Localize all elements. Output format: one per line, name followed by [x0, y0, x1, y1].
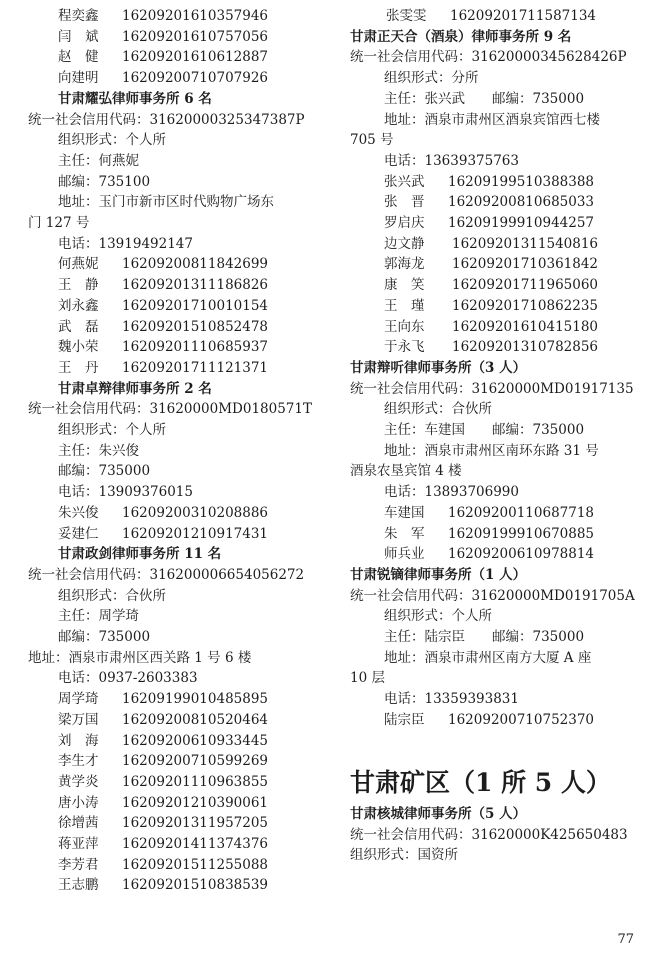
license-number: 16209201411374376 [122, 836, 269, 852]
lawyer-name: 徐增茜 [58, 815, 99, 832]
firm-detail: 组织形式：国资所 [350, 847, 458, 864]
license-number: 16209200610978814 [448, 546, 595, 563]
firm-heading: 甘肃核城律师事务所（5 人） [350, 805, 527, 822]
firm-detail: 邮编：735000 [58, 463, 151, 480]
license-number: 16209201711587134 [450, 8, 597, 24]
lawyer-entry [384, 544, 594, 564]
license-number: 16209201311186826 [122, 277, 269, 294]
firm-detail: 地址：酒泉市肃州区酒泉宾馆西七楼 [384, 111, 600, 128]
lawyer-name: 李生才 [58, 753, 99, 770]
firm-detail: 主任：周学琦 [58, 608, 139, 625]
lawyer-name: 王 丹 [58, 359, 99, 376]
lawyer-entry [386, 6, 596, 26]
firm-detail: 主任：何燕妮 [58, 152, 139, 169]
lawyer-name: 李芳君 [58, 856, 99, 873]
firm-detail: 电话：13639375763 [384, 152, 519, 169]
license-number: 16209201510838539 [122, 877, 269, 894]
lawyer-name: 车建国 [384, 504, 425, 521]
firm-detail: 组织形式：个人所 [58, 422, 166, 438]
lawyer-entry [58, 503, 268, 523]
lawyer-name: 于永飞 [384, 339, 425, 356]
license-number: 16209199910944257 [448, 215, 595, 231]
firm-heading: 甘肃辩听律师事务所（3 人） [350, 359, 527, 376]
firm-detail: 电话：13909376015 [58, 484, 193, 501]
lawyer-name: 刘永鑫 [58, 297, 99, 314]
lawyer-entry [384, 524, 594, 544]
lawyer-name: 妥建仁 [58, 525, 99, 542]
lawyer-name: 王志鹏 [58, 877, 99, 894]
lawyer-name: 蒋亚萍 [58, 836, 99, 852]
firm-detail: 地址：酒泉市肃州区南方大厦 A 座 [384, 649, 592, 666]
firm-detail: 门 127 号 [28, 215, 90, 231]
license-number: 16209200710599269 [122, 753, 269, 770]
license-number: 16209200110687718 [448, 504, 595, 521]
firm-detail: 组织形式：个人所 [58, 132, 166, 149]
lawyer-name: 向建明 [58, 70, 99, 87]
license-number: 16209201110685937 [122, 339, 269, 356]
lawyer-entry [58, 875, 268, 895]
firm-detail: 组织形式：分所 [384, 70, 479, 87]
lawyer-name: 梁万国 [58, 711, 99, 728]
lawyer-name: 师兵业 [384, 546, 425, 563]
lawyer-entry [58, 834, 268, 854]
lawyer-name: 郭海龙 [384, 256, 425, 273]
lawyer-entry [58, 793, 268, 813]
lawyer-entry [384, 503, 594, 523]
lawyer-entry [58, 524, 268, 544]
license-number: 16209200310208886 [122, 504, 269, 521]
firm-detail: 地址：酒泉市肃州区西关路 1 号 6 楼 [28, 649, 252, 666]
firm-detail: 主任：朱兴俊 [58, 442, 139, 459]
lawyer-name: 朱兴俊 [58, 504, 99, 521]
lawyer-name: 王 瑾 [384, 297, 425, 314]
license-number: 16209201210917431 [122, 525, 269, 542]
license-number: 16209200810685033 [448, 194, 595, 211]
firm-detail: 主任：陆宗臣 邮编：735000 [384, 629, 585, 645]
firm-heading: 甘肃耀弘律师事务所 6 名 [58, 90, 212, 107]
firm-detail: 电话：13919492147 [58, 235, 193, 252]
firm-heading: 甘肃卓辩律师事务所 2 名 [58, 380, 212, 397]
firm-detail: 电话：13359393831 [384, 691, 519, 708]
firm-detail: 地址：玉门市新市区时代购物广场东 [58, 194, 274, 211]
lawyer-entry [384, 710, 594, 730]
license-number: 16209200811842699 [122, 256, 269, 273]
firm-heading: 甘肃正天合（酒泉）律师事务所 9 名 [350, 28, 572, 45]
firm-detail: 电话：13893706990 [384, 484, 519, 501]
firm-detail: 组织形式：合伙所 [384, 401, 492, 418]
lawyer-name: 魏小荣 [58, 339, 99, 356]
lawyer-name: 王向东 [384, 318, 425, 335]
license-number: 16209201711121371 [122, 359, 269, 376]
lawyer-entry [58, 358, 268, 378]
lawyer-name: 武 磊 [58, 318, 99, 335]
lawyer-name: 康 笑 [384, 277, 425, 294]
license-number: 16209201511255088 [122, 856, 269, 873]
page-number: 77 [617, 932, 634, 947]
lawyer-entry [58, 855, 268, 875]
license-number: 16209201610415180 [452, 318, 599, 335]
lawyer-entry [384, 234, 598, 254]
firm-heading: 甘肃政剑律师事务所 11 名 [58, 546, 222, 563]
firm-detail: 统一社会信用代码：31620000MD0180571T [28, 401, 312, 418]
lawyer-name: 周学琦 [58, 691, 99, 708]
license-number: 16209201110963855 [122, 773, 269, 790]
lawyer-entry [384, 337, 598, 357]
license-number: 16209200810520464 [122, 711, 269, 728]
firm-detail: 统一社会信用代码：31620000MD0191705A [350, 587, 635, 604]
lawyer-entry [58, 6, 268, 26]
firm-detail: 统一社会信用代码：31620000MD01917135 [350, 380, 634, 397]
license-number: 16209201610757056 [122, 28, 269, 45]
lawyer-entry [58, 710, 268, 730]
lawyer-entry [58, 772, 268, 792]
lawyer-name: 王 静 [58, 277, 99, 294]
lawyer-name: 陆宗臣 [384, 711, 425, 728]
license-number: 16209201710862235 [452, 297, 599, 314]
license-number: 16209201710361842 [452, 256, 599, 273]
lawyer-entry [384, 317, 598, 337]
firm-detail: 统一社会信用代码：31620000345628426P [350, 49, 627, 66]
lawyer-entry [384, 192, 594, 212]
license-number: 16209201510852478 [122, 318, 269, 335]
license-number: 16209200710752370 [448, 711, 595, 728]
lawyer-entry [58, 296, 268, 316]
lawyer-entry [58, 751, 268, 771]
lawyer-entry [58, 317, 268, 337]
license-number: 16209199910670885 [448, 525, 595, 542]
firm-detail: 主任：车建国 邮编：735000 [384, 422, 585, 438]
lawyer-name: 黄学炎 [58, 773, 99, 790]
lawyer-name: 张 晋 [384, 194, 425, 211]
firm-detail: 地址：酒泉市肃州区南环东路 31 号 [384, 442, 599, 459]
license-number: 16209201311957205 [122, 815, 269, 832]
lawyer-name: 闫 斌 [58, 28, 99, 45]
license-number: 16209201710010154 [122, 297, 269, 314]
lawyer-entry [58, 254, 268, 274]
lawyer-name: 边文静 [384, 235, 425, 252]
lawyer-entry [58, 27, 268, 47]
lawyer-name: 罗启庆 [384, 215, 425, 231]
firm-detail: 酒泉农垦宾馆 4 楼 [350, 463, 462, 480]
lawyer-name: 刘 海 [58, 732, 99, 749]
lawyer-entry [384, 296, 598, 316]
lawyer-entry [384, 213, 594, 233]
license-number: 16209201610612887 [122, 49, 269, 66]
lawyer-entry [58, 689, 268, 709]
license-number: 16209201210390061 [122, 794, 269, 811]
firm-detail: 电话：0937-2603383 [58, 670, 198, 687]
lawyer-entry [58, 47, 268, 67]
region-heading: 甘肃矿区（1 所 5 人） [350, 767, 611, 797]
firm-detail: 邮编：735000 [58, 629, 151, 645]
lawyer-entry [58, 731, 268, 751]
lawyer-entry [58, 68, 268, 88]
lawyer-name: 何燕妮 [58, 256, 99, 273]
lawyer-entry [58, 813, 268, 833]
license-number: 16209201310782856 [452, 339, 599, 356]
lawyer-entry [384, 275, 598, 295]
firm-detail: 705 号 [350, 132, 394, 149]
firm-detail: 10 层 [350, 670, 385, 687]
firm-detail: 统一社会信用代码：31620000325347387P [28, 111, 305, 128]
license-number: 16209201711965060 [452, 277, 599, 294]
lawyer-entry [384, 254, 598, 274]
firm-detail: 统一社会信用代码：316200006654056272 [28, 566, 305, 583]
license-number: 16209200710707926 [122, 70, 269, 87]
license-number: 16209201610357946 [122, 8, 269, 24]
lawyer-name: 张兴武 [384, 173, 425, 190]
license-number: 16209201311540816 [452, 235, 599, 252]
lawyer-entry [58, 337, 268, 357]
firm-detail: 统一社会信用代码：31620000K425650483 [350, 826, 628, 843]
lawyer-name: 唐小涛 [58, 794, 99, 811]
lawyer-name: 朱 军 [384, 525, 425, 542]
license-number: 16209199510388388 [448, 173, 595, 190]
license-number: 16209200610933445 [122, 732, 269, 749]
lawyer-entry [384, 172, 594, 192]
lawyer-entry [58, 275, 268, 295]
lawyer-name: 张雯雯 [386, 8, 427, 24]
lawyer-name: 赵 健 [58, 49, 99, 66]
firm-detail: 邮编：735100 [58, 173, 151, 190]
firm-heading: 甘肃锐镝律师事务所（1 人） [350, 566, 527, 583]
license-number: 16209199010485895 [122, 691, 269, 708]
lawyer-name: 程奕鑫 [58, 8, 99, 24]
firm-detail: 组织形式：个人所 [384, 608, 492, 625]
firm-detail: 主任：张兴武 邮编：735000 [384, 90, 585, 107]
firm-detail: 组织形式：合伙所 [58, 587, 166, 604]
